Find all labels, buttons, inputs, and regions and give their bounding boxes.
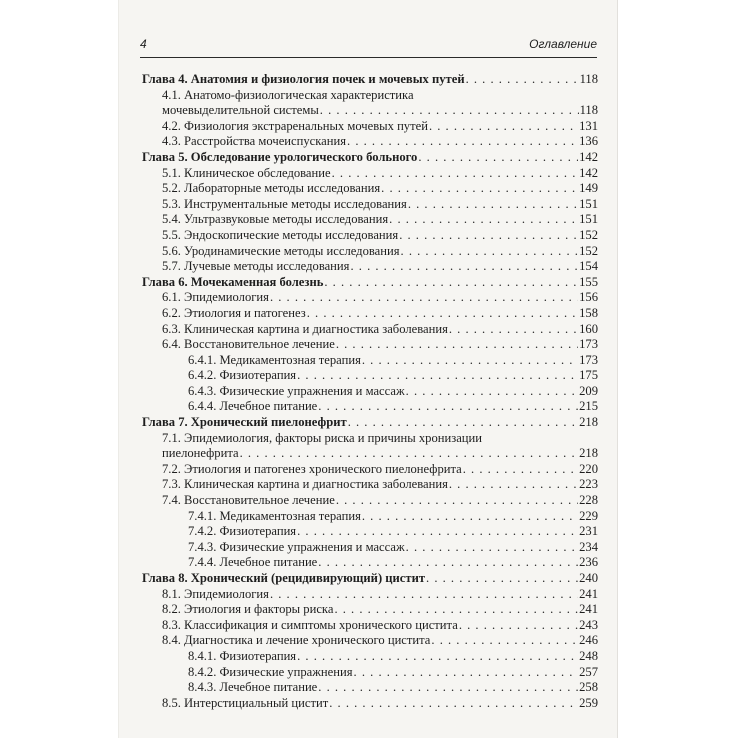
toc-leader-dots [347, 134, 578, 150]
toc-page-number: 118 [579, 103, 598, 118]
toc-leader-dots [336, 493, 578, 509]
toc-entry [142, 649, 598, 665]
toc-page-number: 118 [579, 72, 598, 86]
toc-entry-title: 5.7. Лучевые методы исследования [162, 259, 350, 274]
toc-page-number: 149 [579, 181, 598, 196]
toc-entry [142, 477, 598, 493]
toc-entry [142, 555, 598, 571]
toc-chapter-entry [142, 415, 598, 431]
toc-entry [142, 696, 598, 712]
toc-leader-dots [297, 649, 578, 665]
toc-entry [142, 368, 598, 384]
toc-entry-title: 4.3. Расстройства мочеиспускания [162, 134, 347, 149]
toc-entry-title: 6.4. Восстановительное лечение [162, 337, 335, 352]
toc-leader-dots [332, 166, 579, 182]
toc-page-number: 259 [579, 695, 598, 710]
toc-entry-title: Глава 8. Хронический (рецидивирующий) цистит [142, 571, 426, 585]
toc-entry [142, 462, 598, 478]
toc-entry-title: 8.3. Классификация и симптомы хронического цистита [162, 617, 458, 632]
toc-page-number: 257 [579, 664, 598, 679]
toc-entry-title: 6.4.3. Физические упражнения и массаж [188, 383, 405, 398]
toc-page-number: 258 [579, 680, 598, 695]
toc-entry [142, 306, 598, 322]
toc-entry-title: Глава 6. Мочекаменная болезнь [142, 274, 324, 289]
toc-entry-title: 8.4.2. Физические упражнения [188, 664, 353, 679]
toc-entry [142, 680, 598, 696]
toc-entry [142, 384, 598, 400]
toc-leader-dots [318, 555, 578, 571]
toc-entry-title: 6.3. Клиническая картина и диагностика заболевания [162, 321, 448, 336]
toc-entry [142, 353, 598, 369]
toc-entry-title: 7.4.4. Лечебное питание [188, 555, 318, 570]
toc-page-number: 173 [579, 352, 598, 367]
toc-entry-title: 5.1. Клиническое обследование [162, 165, 331, 180]
toc-entry [142, 618, 598, 634]
toc-page-number: 234 [579, 539, 598, 554]
toc-leader-dots [362, 509, 578, 525]
toc-entry-title: Глава 5. Обследование урологического больного [142, 149, 418, 164]
toc-page-number: 229 [579, 508, 598, 523]
toc-entry [142, 509, 598, 525]
toc-entry-title: 7.3. Клиническая картина и диагностика заболевания [162, 477, 448, 492]
toc-page-number: 218 [579, 446, 598, 461]
toc-leader-dots [324, 275, 578, 291]
toc-page-number: 241 [579, 586, 598, 601]
toc-entry-title: Глава 7. Хронический пиелонефрит [142, 415, 347, 430]
toc-entry [142, 228, 598, 244]
toc-page-number: 131 [579, 118, 598, 133]
toc-page-number: 160 [579, 321, 598, 336]
running-title: Оглавление [529, 37, 597, 51]
toc-leader-dots [399, 228, 578, 244]
toc-chapter-entry [142, 72, 598, 88]
toc-page-number: 218 [579, 415, 598, 430]
toc-entry [142, 119, 598, 135]
toc-leader-dots [270, 587, 578, 603]
toc-entry-title: 6.4.2. Физиотерапия [188, 368, 297, 383]
toc-entry [142, 212, 598, 228]
toc-leader-dots [406, 540, 578, 556]
toc-entry-title: 4.1. Анатомо-физиологическая характеристика [162, 87, 414, 102]
toc-leader-dots [449, 322, 578, 338]
toc-leader-dots [401, 244, 579, 260]
toc-entry-title: 8.5. Интерстициальный цистит [162, 695, 329, 710]
toc-page-number: 236 [579, 555, 598, 570]
toc-entry-title: мочевыделительной системы [162, 103, 319, 118]
toc-page-number: 155 [579, 274, 598, 289]
toc-entry [142, 524, 598, 540]
toc-page-number: 152 [579, 243, 598, 258]
toc-leader-dots [348, 415, 578, 431]
toc-leader-dots [406, 384, 578, 400]
toc-entry-title: 7.4.2. Физиотерапия [188, 524, 297, 539]
toc-entry-title: 8.1. Эпидемиология [162, 586, 269, 601]
toc-entry-title: 5.3. Инструментальные методы исследования [162, 196, 407, 211]
toc-entry-title: 6.4.1. Медикаментозная терапия [188, 352, 361, 367]
toc-entry [142, 587, 598, 603]
toc-entry [142, 633, 598, 649]
toc-entry [142, 88, 598, 104]
toc-entry-title: 6.4.4. Лечебное питание [188, 399, 318, 414]
toc-page-number: 220 [579, 461, 598, 476]
toc-entry-title: 6.1. Эпидемиология [162, 290, 269, 305]
toc-page-number: 142 [579, 165, 598, 180]
toc-entry [142, 181, 598, 197]
toc-entry-title: 7.4.3. Физические упражнения и массаж [188, 539, 405, 554]
toc-entry-title: 7.2. Этиология и патогенез хронического пиелонефрита [162, 461, 462, 476]
toc-leader-dots [336, 337, 578, 353]
toc-entry-title: 5.5. Эндоскопические методы исследования [162, 227, 399, 242]
toc-page-number: 209 [579, 383, 598, 398]
toc-entry-title: 8.4. Диагностика и лечение хронического цистита [162, 633, 431, 648]
toc-page-number: 243 [579, 617, 598, 632]
toc-page-number: 231 [579, 524, 598, 539]
toc-page-number: 152 [579, 227, 598, 242]
toc-leader-dots [240, 446, 579, 462]
toc-leader-dots [389, 212, 578, 228]
toc-page-number: 173 [579, 337, 598, 352]
toc-page-number: 241 [579, 602, 598, 617]
toc-page-number: 158 [579, 305, 598, 320]
toc-page-number: 175 [579, 368, 598, 383]
toc-entry [142, 540, 598, 556]
toc-entry-title: 5.2. Лабораторные методы исследования [162, 181, 381, 196]
toc-page-number: 223 [579, 477, 598, 492]
toc-page-number: 228 [579, 493, 598, 508]
toc-entry-title: 5.6. Уродинамические методы исследования [162, 243, 400, 258]
toc-page-number: 240 [579, 571, 598, 585]
toc-page-number: 248 [579, 648, 598, 663]
toc-entry-title: 5.4. Ультразвуковые методы исследования [162, 212, 389, 227]
toc-leader-dots [463, 462, 578, 478]
toc-entry-title: 4.2. Физиология экстраренальных мочевых путей [162, 118, 428, 133]
toc-page-number: 215 [579, 399, 598, 414]
toc-page-number: 246 [579, 633, 598, 648]
toc-leader-dots [297, 368, 578, 384]
toc-entry [142, 103, 598, 119]
toc-entry-title: 7.4.1. Медикаментозная терапия [188, 508, 361, 523]
page-number: 4 [140, 37, 147, 51]
toc-chapter-entry [142, 571, 598, 587]
toc-entry-title: 8.4.3. Лечебное питание [188, 680, 318, 695]
toc-leader-dots [429, 119, 578, 135]
toc-leader-dots [426, 571, 578, 587]
toc-page-number: 151 [579, 212, 598, 227]
toc-leader-dots [270, 290, 578, 306]
toc-entry-title: 8.2. Этиология и факторы риска [162, 602, 334, 617]
toc-entry-title: Глава 4. Анатомия и физиология почек и мочевых путей [142, 72, 465, 86]
toc-leader-dots [466, 72, 579, 88]
toc-leader-dots [362, 353, 578, 369]
toc-entry [142, 166, 598, 182]
toc-leader-dots [320, 103, 579, 119]
toc-entry [142, 337, 598, 353]
toc-entry-title: пиелонефрита [162, 446, 239, 461]
toc-entry [142, 399, 598, 415]
table-of-contents [142, 72, 598, 711]
toc-entry [142, 290, 598, 306]
toc-leader-dots [318, 399, 578, 415]
toc-entry-title: 8.4.1. Физиотерапия [188, 648, 297, 663]
toc-leader-dots [354, 665, 579, 681]
page-header [140, 37, 597, 58]
toc-entry [142, 244, 598, 260]
toc-entry [142, 134, 598, 150]
toc-page-number: 136 [579, 134, 598, 149]
toc-entry [142, 446, 598, 462]
toc-page-number: 154 [579, 259, 598, 274]
toc-leader-dots [334, 602, 578, 618]
toc-page-number: 142 [579, 149, 598, 164]
toc-entry [142, 431, 598, 447]
toc-page-number: 151 [579, 196, 598, 211]
toc-leader-dots [449, 477, 578, 493]
toc-leader-dots [297, 524, 578, 540]
toc-leader-dots [418, 150, 578, 166]
toc-entry [142, 197, 598, 213]
toc-page-number: 156 [579, 290, 598, 305]
toc-leader-dots [431, 633, 578, 649]
toc-leader-dots [408, 197, 578, 213]
toc-entry-title: 6.2. Этиология и патогенез [162, 305, 306, 320]
toc-entry-title: 7.4. Восстановительное лечение [162, 493, 335, 508]
toc-leader-dots [307, 306, 578, 322]
toc-entry [142, 259, 598, 275]
toc-leader-dots [459, 618, 578, 634]
toc-chapter-entry [142, 150, 598, 166]
toc-entry [142, 322, 598, 338]
toc-entry [142, 493, 598, 509]
toc-leader-dots [350, 259, 578, 275]
toc-entry [142, 665, 598, 681]
toc-entry [142, 602, 598, 618]
toc-leader-dots [318, 680, 578, 696]
toc-leader-dots [381, 181, 578, 197]
toc-leader-dots [329, 696, 578, 712]
toc-chapter-entry [142, 275, 598, 291]
toc-entry-title: 7.1. Эпидемиология, факторы риска и причины хронизации [162, 430, 483, 445]
